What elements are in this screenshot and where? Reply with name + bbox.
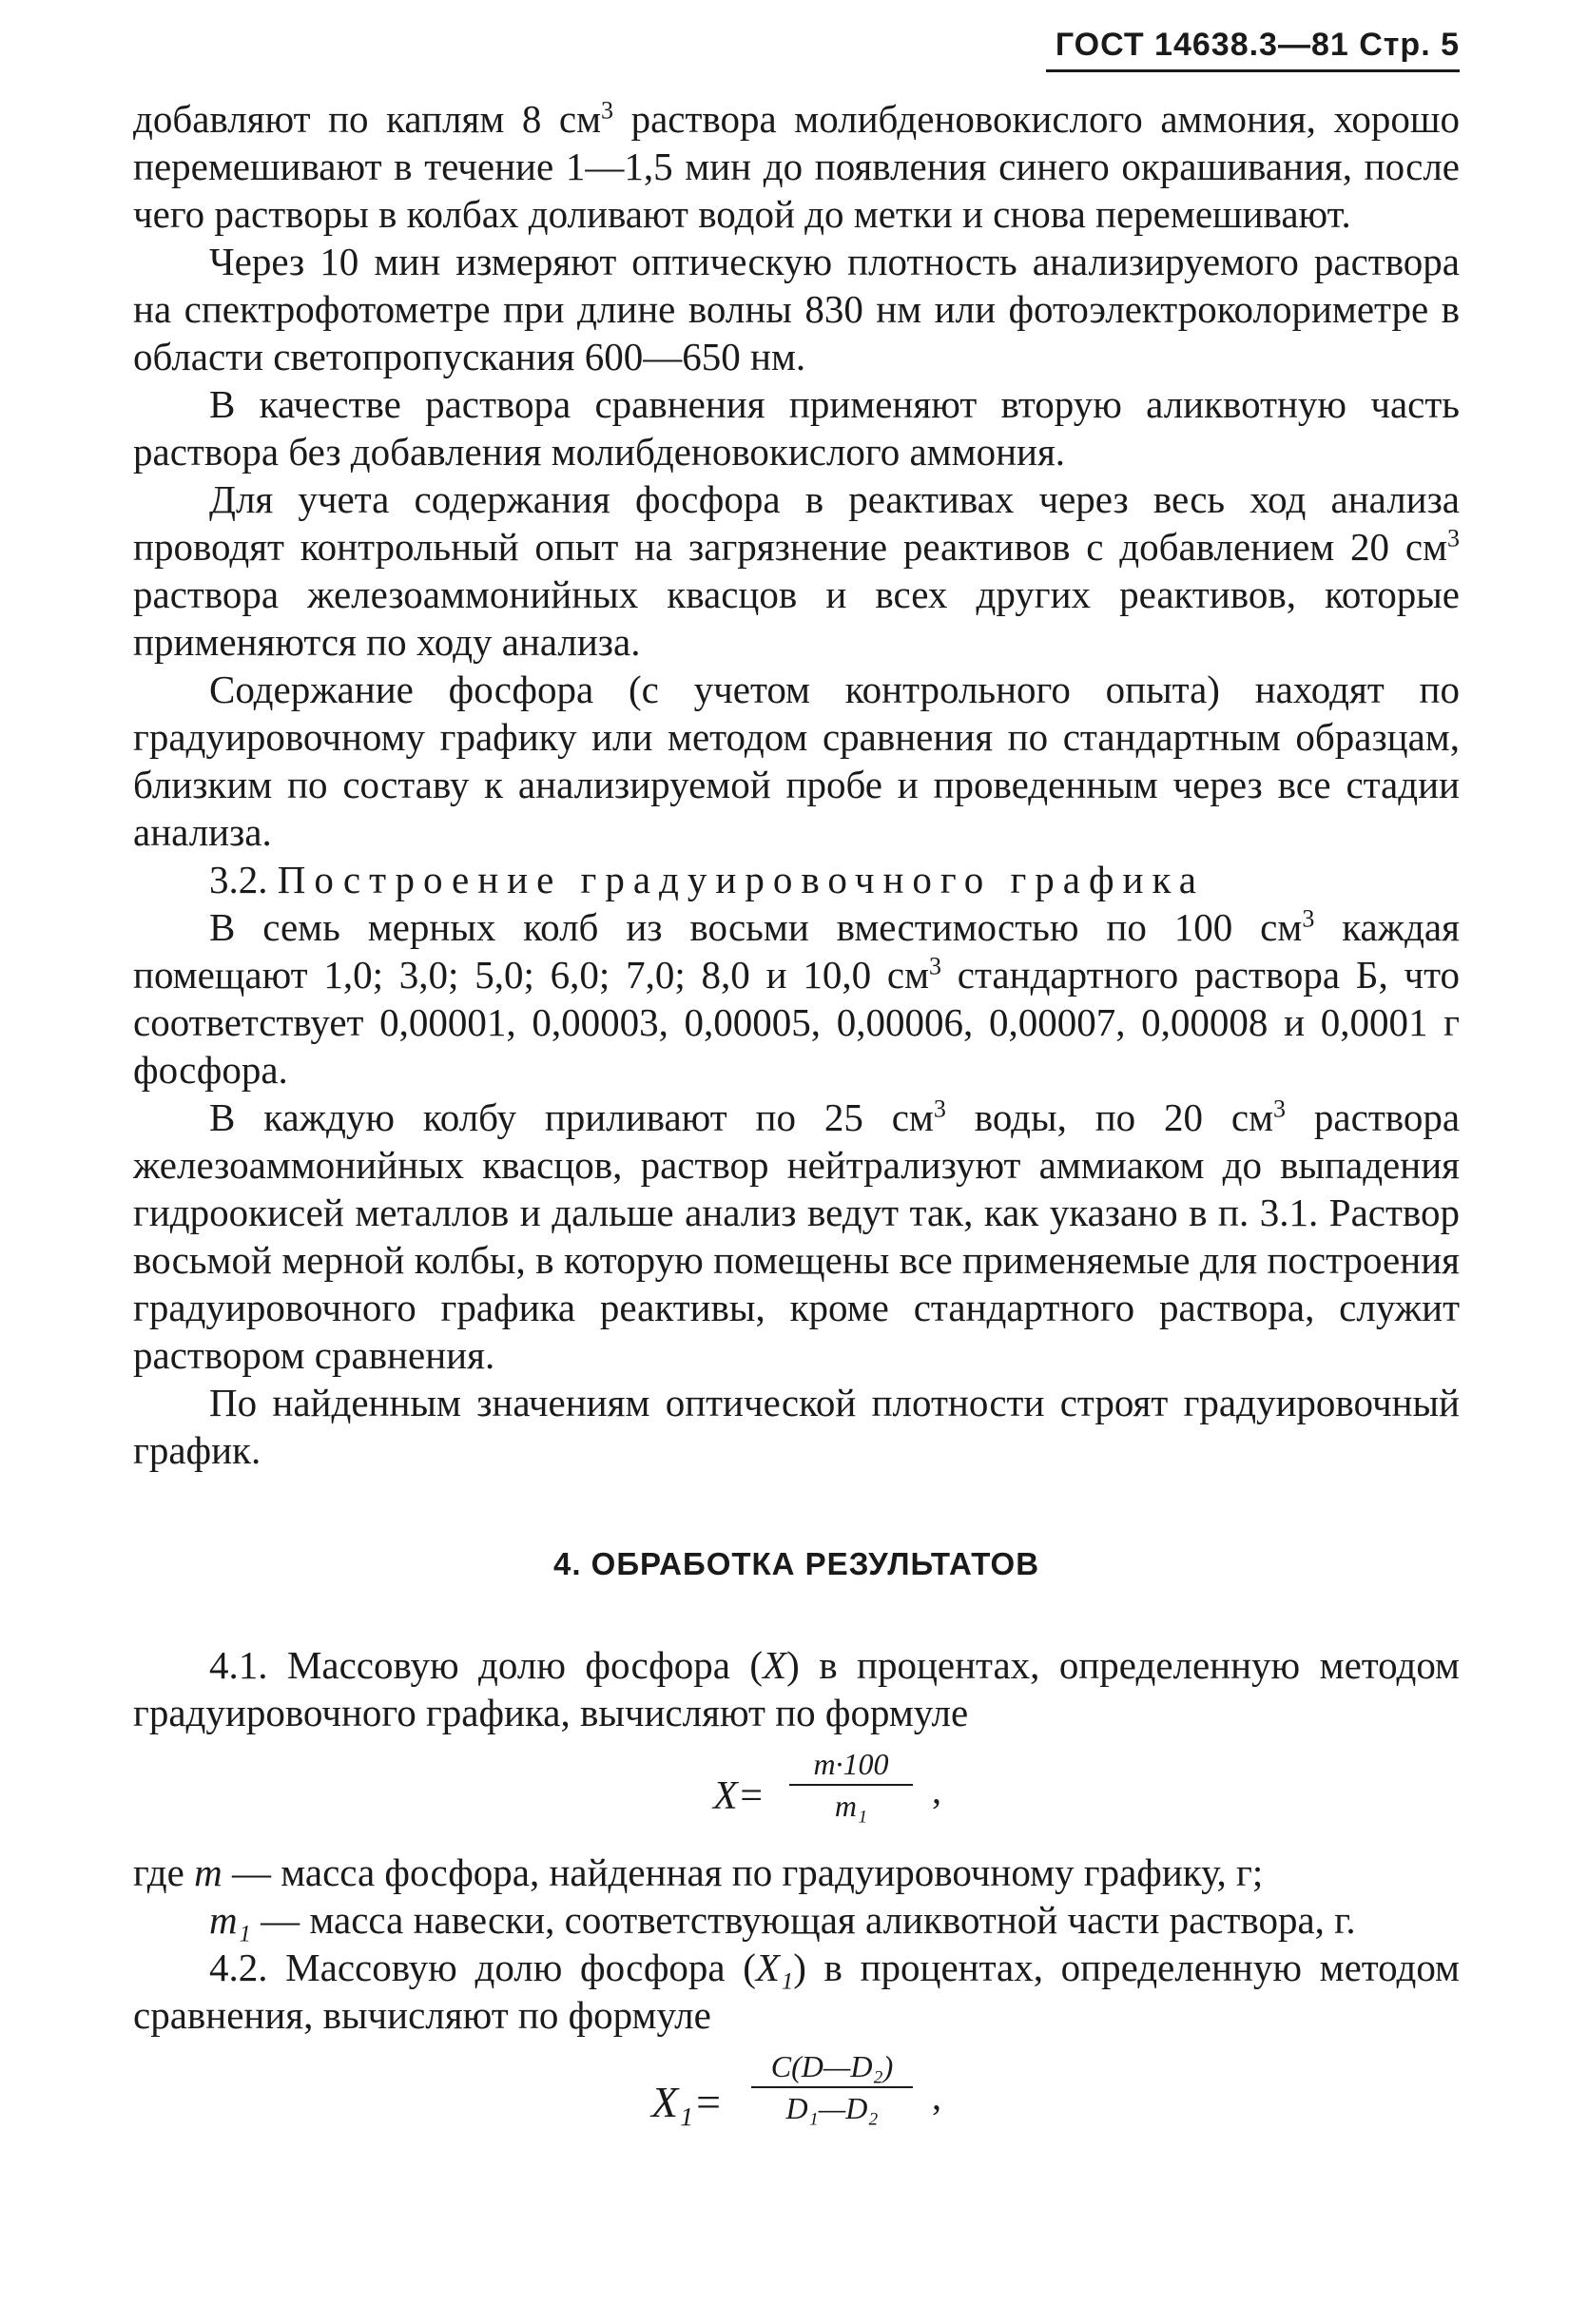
document-body bbox=[133, 95, 1460, 2151]
formula-comparison bbox=[133, 2041, 1460, 2145]
superscript: 3 bbox=[601, 96, 614, 125]
paragraph-text: 4.2. Массовую долю фосфора ( bbox=[209, 1946, 756, 1989]
paragraph-text: ) в процентах, определенную методом градуировочного графика, вычисляют по формуле bbox=[133, 1643, 1461, 1734]
definition-m bbox=[133, 1849, 1460, 1896]
superscript: 3 bbox=[933, 1094, 946, 1123]
definition-m1 bbox=[133, 1896, 1460, 1944]
paragraph bbox=[133, 1094, 1460, 1379]
formula-denominator: m₁ bbox=[834, 1789, 868, 1823]
paragraph bbox=[133, 475, 1460, 666]
paragraph-text: ) в процентах, определенную методом сравнения, вычисляют по формуле bbox=[133, 1946, 1460, 2037]
subsection-number: 3.2. bbox=[209, 858, 268, 901]
formula-comma: , bbox=[932, 1769, 941, 1811]
fraction-bar bbox=[751, 2086, 913, 2088]
paragraph: Через 10 мин измеряют оптическую плотность анализируемого раствора на спектрофотометре при длине волны 830 нм или фотоэлектроколориметре в области светопропускания 600—650 нм. bbox=[133, 240, 1460, 378]
formula-definitions bbox=[133, 1849, 1460, 1944]
formula-graduation bbox=[133, 1738, 1460, 1843]
subsection-title: Построение градуировочного графика bbox=[277, 858, 1205, 901]
paragraph-text: стандартного раствора Б, что соответствует 0,00001, 0,00003, 0,00005, 0,00006, 0,00007, 0,00008 и 0,0001 г фосфора. bbox=[133, 953, 1460, 1092]
paragraph: В качестве раствора сравнения применяют вторую аликвотную часть раствора без добавления молибденовокислого аммония. bbox=[133, 382, 1460, 474]
superscript: 3 bbox=[929, 952, 942, 980]
formula-fraction bbox=[789, 1746, 913, 1824]
formula-lhs: X₁= bbox=[651, 2078, 724, 2126]
definition-text: — масса навески, соответствующая аликвотной части раствора, г. bbox=[250, 1898, 1356, 1942]
paragraph bbox=[133, 903, 1460, 1094]
page-header: ГОСТ 14638.3—81 Стр. 5 bbox=[1046, 27, 1460, 72]
definition-lead: где bbox=[133, 1850, 195, 1894]
paragraph bbox=[133, 95, 1460, 238]
fraction-bar bbox=[789, 1784, 913, 1786]
paragraph-text: Для учета содержания фосфора в реактивах через весь ход анализа проводят контрольный опыт на загрязнение реактивов с добавлением 20 см bbox=[133, 477, 1460, 569]
formula-numerator: C(D—D₂) bbox=[770, 2049, 894, 2083]
variable: X₁ bbox=[755, 1946, 794, 1989]
definition-symbol: m bbox=[194, 1850, 223, 1894]
definition-text: — масса фосфора, найденная по градуировочному графику, г; bbox=[222, 1850, 1264, 1894]
subsection-heading bbox=[133, 856, 1460, 903]
paragraph-text: добавляют по каплям 8 см bbox=[133, 97, 602, 141]
paragraph bbox=[133, 1641, 1460, 1736]
paragraph: По найденным значениям оптической плотности строят градуировочный график. bbox=[133, 1381, 1460, 1472]
definition-symbol: m₁ bbox=[209, 1898, 251, 1942]
formula-fraction bbox=[751, 2048, 913, 2126]
superscript: 3 bbox=[1273, 1094, 1287, 1123]
superscript: 3 bbox=[1302, 904, 1315, 933]
variable: X bbox=[763, 1643, 787, 1687]
paragraph-text: раствора молибденовокислого аммония, хорошо перемешивают в течение 1—1,5 мин до появления синего окрашивания, после чего растворы в колбах доливают водой до метки и снова перемешивают. bbox=[133, 97, 1460, 236]
paragraph-text: раствора железоаммонийных квасцов, раствор нейтрализуют аммиаком до выпадения гидроокисей металлов и дальше анализ ведут так, как указано в п. 3.1. Раствор восьмой мерной колбы, в которую помещены все применяемые для построения градуировочного графика реактивы, кроме стандартного раствора, служит раствором сравнения. bbox=[133, 1095, 1461, 1377]
paragraph-text: В семь мерных колб из восьми вместимостью по 100 см bbox=[209, 905, 1303, 949]
formula-denominator: D₁—D₂ bbox=[785, 2091, 879, 2125]
superscript: 3 bbox=[1447, 524, 1460, 552]
paragraph-text: раствора железоаммонийных квасцов и всех других реактивов, которые применяются по ходу анализа. bbox=[133, 572, 1460, 664]
formula-comma: , bbox=[932, 2075, 941, 2118]
paragraph-text: каждая помещают 1,0; 3,0; 5,0; 6,0; 7,0; 8,0 и 10,0 см bbox=[133, 905, 1460, 997]
paragraph-text: 4.1. Массовую долю фосфора ( bbox=[209, 1643, 764, 1687]
paragraph: Содержание фосфора (с учетом контрольного опыта) находят по градуировочному графику или методом сравнения по стандартным образцам, близким по составу к анализируемой пробе и проведенным через все стадии анализа. bbox=[133, 668, 1460, 854]
paragraph-text: воды, по 20 см bbox=[945, 1095, 1274, 1139]
paragraph bbox=[133, 1944, 1460, 2039]
formula-numerator: m·100 bbox=[813, 1747, 889, 1781]
formula-lhs: X= bbox=[713, 1774, 765, 1818]
section-heading: 4. ОБРАБОТКА РЕЗУЛЬТАТОВ bbox=[552, 1546, 1040, 1581]
paragraph-text: В каждую колбу приливают по 25 см bbox=[209, 1095, 934, 1139]
